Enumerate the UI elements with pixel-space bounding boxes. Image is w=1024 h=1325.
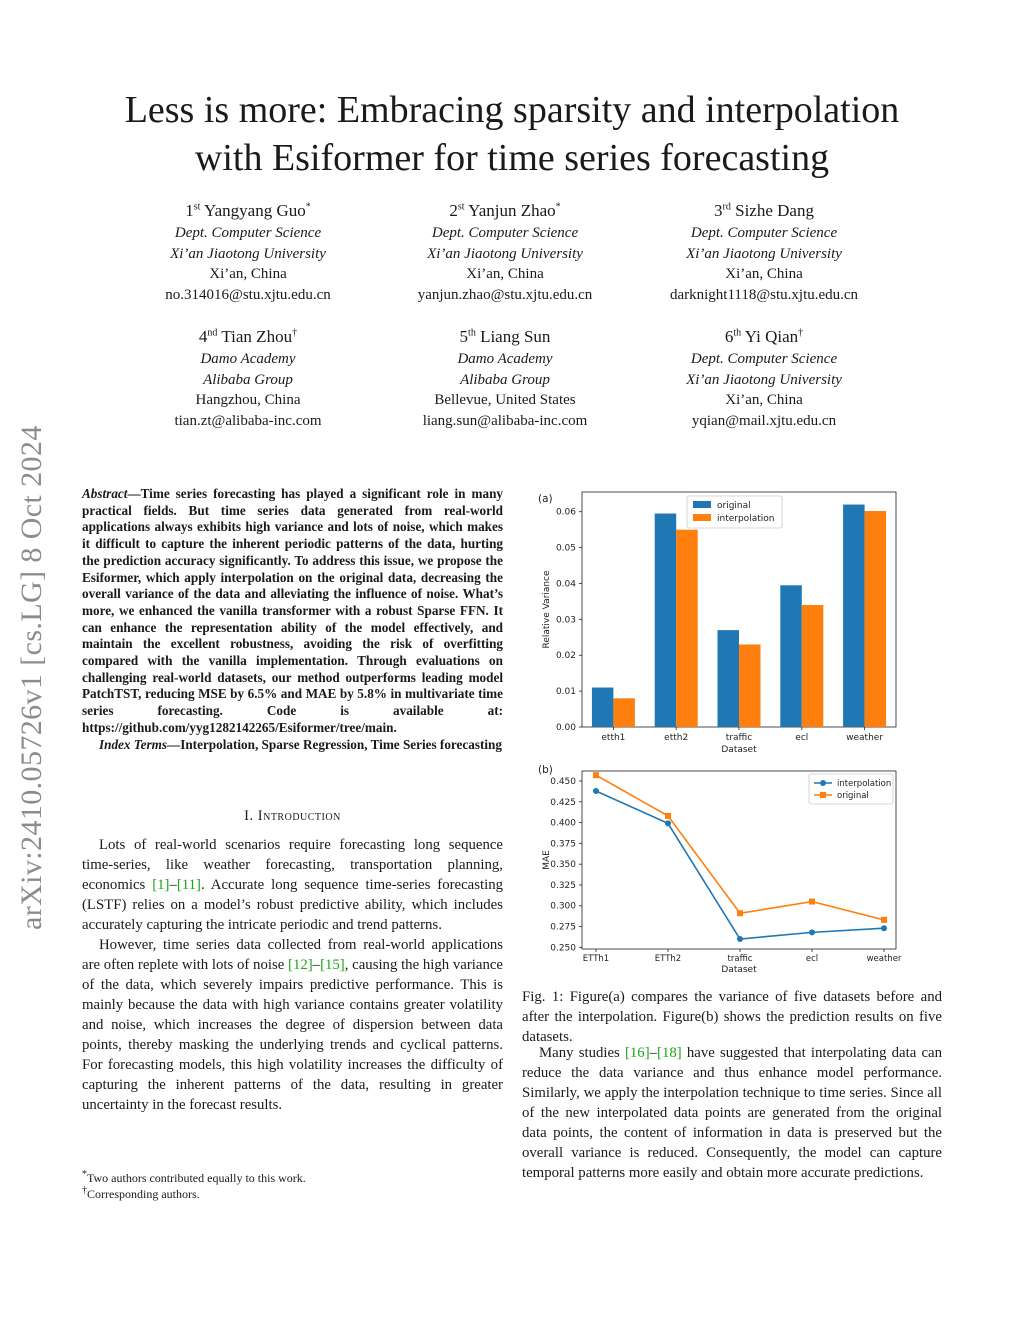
citation-link[interactable]: [1] (152, 877, 170, 893)
ytick-label-a: 0.03 (555, 615, 576, 626)
author-city: Xi’an, China (725, 266, 803, 282)
point-original-ecl (809, 899, 815, 905)
paragraph-text: – (649, 1045, 658, 1061)
xtick-label-a: etth2 (664, 733, 689, 743)
author-ordinal-suffix: st (193, 201, 201, 213)
bar-interpolation-traffic (739, 644, 761, 727)
author-name-line (113, 325, 383, 349)
xlabel-a: Dataset (721, 745, 757, 755)
author-ordinal: 6 (724, 327, 734, 346)
legend-b-label-original: original (837, 791, 869, 801)
footnote-2-mark: † (82, 1185, 87, 1196)
ytick-label-a: 0.04 (555, 579, 576, 590)
author-dept: Damo Academy (457, 351, 553, 367)
bar-interpolation-weather (865, 511, 887, 727)
author-3 (629, 199, 899, 305)
ytick-label-b: 0.400 (550, 818, 576, 829)
author-name-line (629, 199, 899, 223)
author-email: yqian@mail.xjtu.edu.cn (691, 412, 837, 429)
ytick-label-b: 0.250 (550, 943, 576, 954)
footnote-1-text: Two authors contributed equally to this work. (87, 1171, 306, 1185)
author-org: Xi’an Jiaotong University (427, 245, 583, 262)
xtick-label-b: ETTh1 (582, 954, 610, 964)
paragraph-text: – (312, 957, 321, 973)
panel-label-a: (a) (538, 493, 553, 505)
author-ordinal-suffix: nd (207, 327, 218, 339)
footnotes (82, 1170, 503, 1202)
author-email: darknight1118@stu.xjtu.edu.cn (669, 286, 859, 303)
author-name-line (629, 325, 899, 349)
author-name: Sizhe Dang (735, 201, 814, 220)
paragraph-text: have suggested that interpolating data can reduce the data variance and thus enhance model performance. Similarly, we apply the interpolation technique to time series. Since all of the new interpolated data points are generated from the original data points, the content of information in data is preserved but the overall variance is reduced. Consequently, the model can capture temporal patterns more easily and obtain more accurate predictions. (522, 1045, 942, 1181)
right-paragraph-1 (522, 1043, 942, 1183)
paragraph-text: – (169, 877, 177, 893)
section-title: Introduction (257, 808, 341, 824)
bar-interpolation-etth2 (676, 530, 698, 727)
author-org: Xi’an Jiaotong University (686, 371, 842, 388)
author-2 (370, 199, 640, 305)
xtick-label-a: etth1 (601, 733, 626, 743)
xtick-label-b: traffic (727, 954, 753, 964)
author-ordinal-suffix: rd (722, 201, 731, 213)
author-dept: Dept. Computer Science (174, 225, 322, 241)
point-original-ETTh2 (665, 813, 671, 819)
point-original-traffic (737, 910, 743, 916)
bar-original-etth1 (592, 688, 614, 727)
index-terms-label: Index Terms (99, 736, 168, 752)
legend-b-marker-original (820, 792, 826, 798)
author-email: liang.sun@alibaba-inc.com (422, 412, 588, 429)
legend-a-label-original: original (717, 501, 751, 511)
author-name: Yangyang Guo (204, 201, 306, 220)
citation-link[interactable]: [18] (657, 1045, 682, 1061)
point-interpolation-ecl (809, 929, 815, 935)
intro-paragraph-1 (82, 835, 503, 935)
author-ordinal: 3 (714, 201, 723, 220)
legend-b-label-interpolation: interpolation (837, 779, 892, 789)
author-org: Alibaba Group (203, 371, 293, 388)
ytick-label-a: 0.02 (555, 651, 576, 662)
author-dept: Damo Academy (200, 351, 296, 367)
ylabel-b: MAE (542, 850, 552, 870)
author-ordinal: 5 (459, 327, 469, 346)
author-ordinal: 1 (185, 201, 194, 220)
title-line-1: Less is more: Embracing sparsity and interpolation (124, 89, 900, 131)
xtick-label-a: traffic (725, 733, 753, 743)
footnote-1-mark: * (82, 1169, 87, 1180)
bar-original-ecl (780, 585, 802, 727)
xtick-label-b: ETTh2 (654, 954, 682, 964)
footnote-2-text: Corresponding authors. (87, 1187, 200, 1201)
ytick-label-b: 0.425 (550, 797, 576, 808)
xtick-label-a: ecl (795, 733, 809, 743)
point-interpolation-ETTh1 (593, 788, 599, 794)
right-column-body (522, 1043, 942, 1183)
author-1 (113, 199, 383, 305)
ytick-label-b: 0.350 (550, 860, 576, 871)
xlabel-b: Dataset (721, 965, 757, 975)
author-name-line (113, 199, 383, 223)
section-heading (82, 808, 503, 825)
author-city: Bellevue, United States (434, 392, 576, 408)
bar-interpolation-etth1 (613, 698, 635, 727)
author-ordinal-suffix: th (733, 327, 742, 339)
author-mark: † (292, 327, 298, 339)
citation-link[interactable]: [16] (624, 1045, 650, 1061)
point-interpolation-weather (881, 925, 887, 931)
author-dept: Dept. Computer Science (690, 351, 838, 367)
ytick-label-b: 0.375 (550, 839, 576, 850)
abstract-label: Abstract (82, 486, 128, 501)
paragraph-text: However, time series data collected from real-world applications are often replete with lots of noise (82, 937, 503, 973)
citation-link[interactable]: [12] (288, 957, 313, 973)
author-org: Xi’an Jiaotong University (686, 245, 842, 262)
index-terms-text: —Interpolation, Sparse Regression, Time Series forecasting (167, 736, 502, 752)
bar-original-weather (843, 505, 865, 727)
ytick-label-b: 0.300 (550, 901, 576, 912)
author-name: Yi Qian (744, 327, 799, 346)
author-email: yanjun.zhao@stu.xjtu.edu.cn (417, 286, 593, 303)
author-4 (113, 325, 383, 431)
author-email: no.314016@stu.xjtu.edu.cn (165, 286, 331, 303)
author-email: tian.zt@alibaba-inc.com (174, 412, 322, 429)
abstract-body: —Time series forecasting has played a significant role in many practical fields. But time series data generated from real-world applications always exhibits high variance and lots of noise, which makes it difficult to capture the inherent periodic patterns of the data, hurting the prediction accuracy significantly. To address this issue, we propose the Esiformer, which apply interpolation on the original data, decreasing the overall variance of the data and alleviating the influence of noise. What’s more, we enhanced the vanilla transformer with a robust Sparse FFN. It can enhance the representation ability of the model effectively, and maintain the excellent robustness, avoiding the risk of overfitting compared with the vanilla implementation. Through evaluations on challenging real-world datasets, our method outperforms leading model PatchTST, reducing MSE by 6.5% and MAE by 5.8% in multivariate time series forecasting. Code is available at: https://github.com/yyg1282142265/Esiformer/tree/main. (82, 486, 503, 735)
author-dept: Dept. Computer Science (431, 225, 579, 241)
author-city: Xi’an, China (466, 266, 544, 282)
abstract-text-group (82, 486, 503, 735)
legend-a-swatch-interpolation (693, 514, 711, 521)
citation-link[interactable]: [11] (176, 877, 201, 893)
citation-link[interactable]: [15] (320, 957, 345, 973)
author-city: Xi’an, China (209, 266, 287, 282)
author-org: Xi’an Jiaotong University (170, 245, 326, 262)
author-name: Yanjun Zhao (468, 201, 556, 220)
author-name: Liang Sun (480, 327, 551, 346)
author-city: Xi’an, China (725, 392, 803, 408)
author-mark: * (305, 201, 311, 213)
ytick-label-b: 0.450 (550, 776, 576, 787)
xtick-label-a: weather (846, 733, 884, 743)
ylabel-a: Relative Variance (542, 570, 552, 649)
ytick-label-a: 0.00 (555, 723, 576, 733)
author-5 (370, 325, 640, 431)
paragraph-text: Lots of real-world scenarios require forecasting long sequence time-series, like weather forecasting, transportation planning, economics (82, 837, 503, 893)
paragraph-text: , causing the high variance of the data, which severely impairs predictive performance. This is mainly because the data with high variance contains greater volatility and noise, which increases the degree of dispersion between data points, thereby masking the underlying trends and cyclical patterns. For forecasting models, this high volatility increases the difficulty of capturing the inherent patterns of the data, resulting in greater uncertainty in the forecast results. (82, 957, 504, 1113)
paragraph-text: Many studies (539, 1045, 625, 1061)
abstract (82, 486, 503, 753)
xtick-label-b: ecl (805, 954, 819, 964)
legend-a-swatch-original (693, 501, 711, 508)
point-interpolation-ETTh2 (665, 820, 671, 826)
point-original-ETTh1 (593, 772, 599, 778)
bar-original-traffic (718, 630, 740, 727)
author-org: Alibaba Group (460, 371, 550, 388)
author-ordinal-suffix: th (468, 327, 476, 339)
figure-1 (530, 484, 950, 984)
intro-body (82, 835, 503, 1115)
author-name-line (370, 199, 640, 223)
author-ordinal: 4 (198, 327, 208, 346)
author-dept: Dept. Computer Science (690, 225, 838, 241)
author-ordinal-suffix: st (457, 201, 465, 213)
legend-b-marker-interpolation (820, 780, 826, 786)
intro-paragraph-2 (82, 935, 503, 1115)
bar-original-etth2 (655, 514, 677, 727)
figure-caption: Fig. 1: Figure(a) compares the variance of five datasets before and after the interpolation. Figure(b) shows the prediction results on five datasets. (522, 989, 942, 1045)
arxiv-stamp: arXiv:2410.05726v1 [cs.LG] 8 Oct 2024 (15, 425, 48, 930)
ytick-label-a: 0.05 (555, 543, 576, 554)
author-6 (629, 325, 899, 431)
paragraph-text: . Accurate long sequence time-series forecasting (LSTF) relies on a model’s robust predictive ability, which includes accurately capturing the intricate periodic and trend patterns. (82, 877, 504, 933)
author-mark: * (555, 201, 561, 213)
ytick-label-b: 0.325 (550, 880, 576, 891)
xtick-label-b: weather (866, 954, 902, 964)
title-line-2: with Esiformer for time series forecasting (194, 137, 830, 179)
author-ordinal: 2 (449, 201, 458, 220)
legend-a-label-interpolation: interpolation (717, 514, 775, 524)
ytick-label-a: 0.01 (555, 687, 576, 698)
footnote-2 (82, 1186, 503, 1202)
ytick-label-b: 0.275 (550, 922, 576, 933)
paper-title (60, 86, 964, 182)
author-city: Hangzhou, China (195, 392, 301, 408)
section-number: I. (244, 808, 254, 824)
panel-label-b: (b) (538, 764, 553, 776)
footnote-1 (82, 1170, 503, 1186)
line-interpolation (596, 791, 884, 939)
bar-interpolation-ecl (802, 605, 824, 727)
ytick-label-a: 0.06 (555, 507, 576, 518)
point-original-weather (881, 917, 887, 923)
author-name: Tian Zhou (221, 327, 293, 346)
author-mark: † (798, 327, 804, 339)
author-name-line (370, 325, 640, 349)
point-interpolation-traffic (737, 936, 743, 942)
